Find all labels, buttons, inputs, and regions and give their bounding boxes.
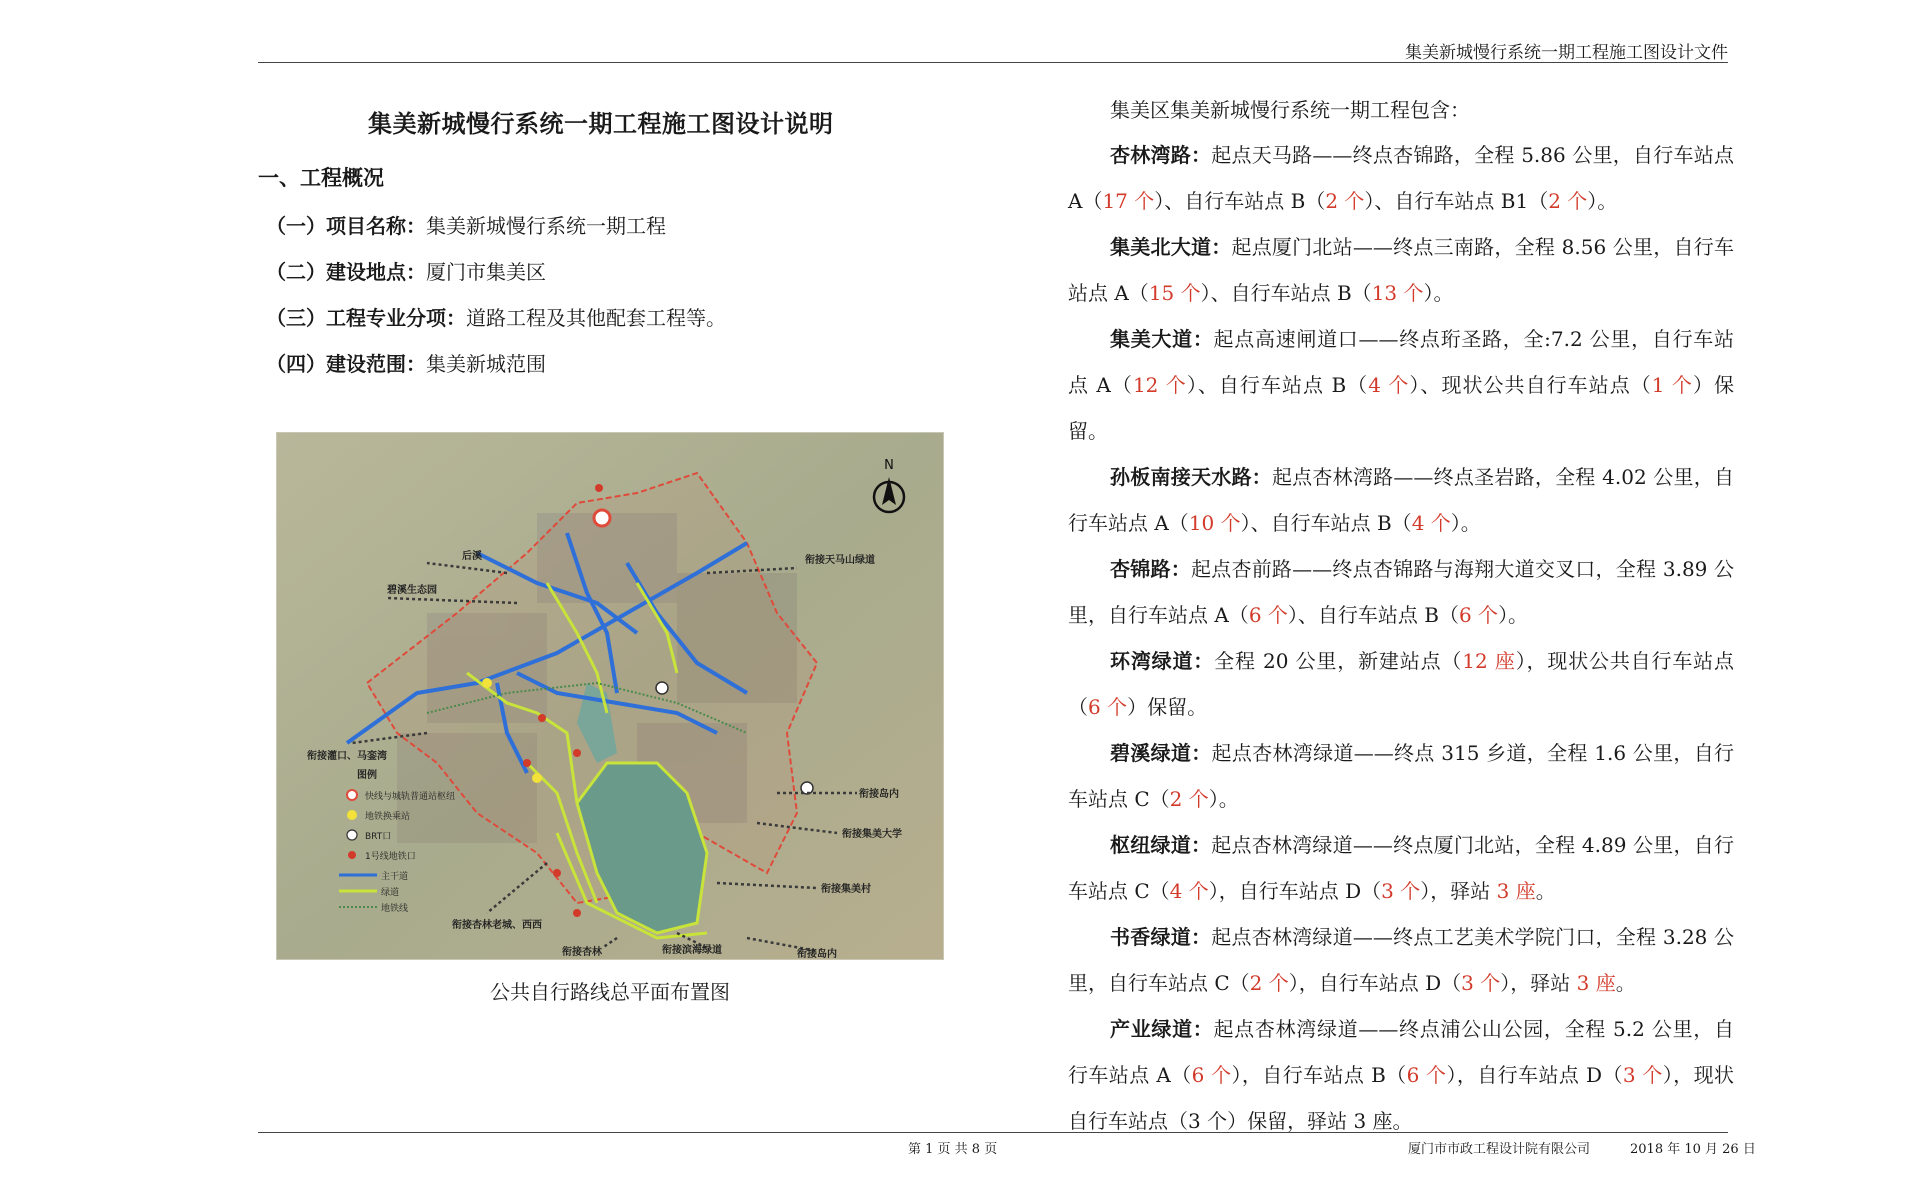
station-count: 4 个 — [1411, 511, 1451, 535]
route-description: 起点杏林湾绿道——终点厦门北站，全程 4.89 公里，自行车站点 C（ — [1068, 833, 1735, 903]
route-name: 杏锦路： — [1110, 557, 1191, 581]
route-description: ），自行车站点 D（ — [1288, 971, 1462, 995]
station-count: 2 个 — [1325, 189, 1365, 213]
station-count: 3 座 — [1576, 971, 1616, 995]
legend-item: 绿道 — [381, 888, 400, 898]
route-description: ），驿站 — [1500, 971, 1577, 995]
route-description: 起点杏林湾绿道——终点浦公山公园，全程 5.2 公里，自行车站点 A（ — [1068, 1017, 1734, 1087]
hub-marker — [594, 510, 610, 526]
station-count: 10 个 — [1188, 511, 1241, 535]
info-item-project-name — [266, 210, 666, 239]
map-label-jimei-village: 衔接集美村 — [821, 884, 871, 895]
route-entry — [1068, 132, 1734, 224]
running-header: 集美新城慢行系统一期工程施工图设计文件 — [1405, 43, 1728, 63]
route-name: 集美大道： — [1110, 327, 1214, 351]
route-description: ）、自行车站点 B（ — [1186, 373, 1369, 397]
route-name: 集美北大道： — [1110, 235, 1232, 259]
route-map — [277, 433, 944, 960]
legend-item: 快线与城轨普通站枢纽 — [365, 792, 456, 802]
north-label: N — [884, 458, 894, 473]
station-count: 6 个 — [1088, 695, 1128, 719]
footer-rule — [258, 1132, 1728, 1133]
legend-item: 地铁换乘站 — [365, 812, 411, 822]
station-count: 6 个 — [1191, 1063, 1232, 1087]
station-count: 13 个 — [1371, 281, 1424, 305]
route-description: 起点杏林湾绿道——终点 315 乡道，全程 1.6 公里，自行车站点 C（ — [1068, 741, 1735, 811]
route-description: ），自行车站点 D（ — [1208, 879, 1382, 903]
route-description: ）、自行车站点 B1（ — [1364, 189, 1549, 213]
legend-item: 地铁线 — [381, 904, 409, 914]
route-description: ）、自行车站点 B（ — [1240, 511, 1412, 535]
route-description: 起点杏前路——终点杏锦路与海翔大道交叉口，全程 3.89 公里，自行车站点 A（ — [1068, 557, 1735, 627]
info-item-scope — [266, 348, 546, 377]
intro-text: 集美区集美新城慢行系统一期工程包含： — [1110, 98, 1470, 122]
station-count: 15 个 — [1148, 281, 1201, 305]
route-entry — [1068, 316, 1734, 454]
route-description: ），现状公共自行车站点（ — [1068, 649, 1734, 719]
route-entry — [1068, 730, 1734, 822]
brt-marker — [656, 682, 668, 694]
info-value: 集美新城慢行系统一期工程 — [426, 214, 666, 238]
station-count: 2 个 — [1548, 189, 1588, 213]
route-description: 。 — [1615, 971, 1636, 995]
route-description: ）。 — [1587, 189, 1618, 213]
route-description: ），自行车站点 B（ — [1231, 1063, 1407, 1087]
route-name: 书香绿道： — [1110, 925, 1212, 949]
route-name: 碧溪绿道： — [1110, 741, 1212, 765]
info-label: （二）建设地点： — [266, 260, 426, 284]
route-description: ）。 — [1208, 787, 1239, 811]
station-count: 17 个 — [1102, 189, 1155, 213]
route-description: ）、现状公共自行车站点（ — [1409, 373, 1652, 397]
route-description: ）。 — [1423, 281, 1454, 305]
station-count: 3 个 — [1622, 1063, 1663, 1087]
route-entry — [1068, 546, 1734, 638]
document-title: 集美新城慢行系统一期工程施工图设计说明 — [368, 109, 834, 138]
route-entry — [1068, 454, 1734, 546]
station-count: 3 座 — [1496, 879, 1536, 903]
station-count: 6 个 — [1458, 603, 1499, 627]
route-name: 产业绿道： — [1110, 1017, 1214, 1041]
route-description: ），自行车站点 D（ — [1446, 1063, 1623, 1087]
route-name: 孙板南接天水路： — [1110, 465, 1272, 489]
map-label-guankou: 衔接灌口、马銮湾 — [307, 751, 387, 762]
transfer-station-marker — [532, 773, 542, 783]
station-count: 3 个 — [1381, 879, 1421, 903]
route-description: 起点杏林湾路——终点圣岩路，全程 4.02 公里，自行车站点 A（ — [1068, 465, 1735, 535]
info-label: （一）项目名称： — [266, 214, 426, 238]
route-map-figure — [276, 432, 944, 960]
page-number: 第 1 页 共 8 页 — [908, 1142, 998, 1157]
route-description: ），驿站 — [1420, 879, 1497, 903]
station-count: 4 个 — [1169, 879, 1209, 903]
station-count: 6 个 — [1248, 603, 1288, 627]
info-label: （四）建设范围： — [266, 352, 426, 376]
route-entry — [1068, 914, 1734, 1006]
legend-item: BRT口 — [365, 832, 392, 842]
route-description: 起点高速闸道口——终点珩圣路，全:7.2 公里，自行车站点 A（ — [1068, 327, 1735, 397]
info-value: 集美新城范围 — [426, 352, 546, 376]
route-description: 起点天马路——终点杏锦路，全程 5.86 公里，自行车站点 A（ — [1068, 143, 1735, 213]
map-legend — [327, 763, 477, 914]
metro-exit-marker — [538, 714, 546, 722]
metro-exit-marker — [573, 909, 581, 917]
company-name: 厦门市市政工程设计院有限公司 — [1408, 1142, 1591, 1157]
map-label-daonei: 衔接岛内 — [859, 789, 899, 800]
legend-item: 主干道 — [381, 872, 409, 882]
route-entry — [1068, 638, 1734, 730]
route-description: 。 — [1535, 879, 1556, 903]
map-label-tianma: 衔接天马山绿道 — [805, 555, 875, 566]
map-label-xinglin-old: 衔接杏林老城、西西 — [452, 920, 542, 931]
route-description: ）。 — [1450, 511, 1481, 535]
route-list — [1068, 132, 1734, 1144]
metro-exit-marker — [595, 484, 603, 492]
route-name: 环湾绿道： — [1110, 649, 1215, 673]
legend-item: 1号线地铁口 — [365, 852, 416, 862]
station-count: 4 个 — [1368, 373, 1410, 397]
route-description: 起点杏林湾绿道——终点工艺美术学院门口，全程 3.28 公里，自行车站点 C（ — [1068, 925, 1735, 995]
route-description: ）、自行车站点 B（ — [1287, 603, 1459, 627]
station-count: 1 个 — [1651, 373, 1693, 397]
route-description: ）保留。 — [1068, 373, 1734, 443]
document-date: 2018 年 10 月 26 日 — [1630, 1142, 1756, 1157]
route-entry — [1068, 822, 1734, 914]
info-value: 厦门市集美区 — [426, 260, 546, 284]
route-description: 起点厦门北站——终点三南路，全程 8.56 公里，自行车站点 A（ — [1068, 235, 1735, 305]
route-name: 枢纽绿道： — [1110, 833, 1212, 857]
route-entry — [1068, 1006, 1734, 1144]
map-label-xinglin: 衔接杏林 — [562, 947, 602, 958]
map-label-houxi: 后溪 — [462, 551, 482, 562]
station-count: 12 座 — [1462, 649, 1516, 673]
map-label-bixi-park: 碧溪生态园 — [387, 585, 437, 596]
station-count: 6 个 — [1406, 1063, 1447, 1087]
route-description: ）。 — [1498, 603, 1529, 627]
figure-caption: 公共自行路线总平面布置图 — [490, 980, 730, 1004]
station-count: 3 个 — [1461, 971, 1501, 995]
route-name: 杏林湾路： — [1110, 143, 1212, 167]
station-count: 12 个 — [1132, 373, 1187, 397]
metro-exit-marker — [553, 869, 561, 877]
transfer-station-marker — [482, 678, 492, 688]
map-label-jimei-univ: 衔接集美大学 — [842, 829, 902, 840]
legend-title: 图例 — [357, 770, 377, 781]
section-heading: 一、工程概况 — [258, 165, 384, 190]
metro-exit-marker — [523, 759, 531, 767]
route-description: ）、自行车站点 B（ — [1200, 281, 1372, 305]
station-count: 2 个 — [1169, 787, 1209, 811]
metro-exit-marker — [573, 749, 581, 757]
route-entry — [1068, 224, 1734, 316]
route-description: 全程 20 公里，新建站点（ — [1214, 649, 1463, 673]
info-item-location — [266, 256, 546, 285]
info-item-disciplines — [266, 302, 726, 331]
info-label: （三）工程专业分项： — [266, 306, 466, 330]
route-description: ）保留。 — [1127, 695, 1208, 719]
header-rule — [258, 62, 1728, 63]
station-count: 2 个 — [1249, 971, 1289, 995]
map-label-daonei-2: 衔接岛内 — [797, 949, 837, 960]
map-label-binhai: 衔接滨海绿道 — [662, 945, 722, 956]
info-value: 道路工程及其他配套工程等。 — [466, 306, 726, 330]
route-description: ），现状自行车站点（3 个）保留，驿站 3 座。 — [1068, 1063, 1734, 1133]
route-description: ）、自行车站点 B（ — [1154, 189, 1326, 213]
